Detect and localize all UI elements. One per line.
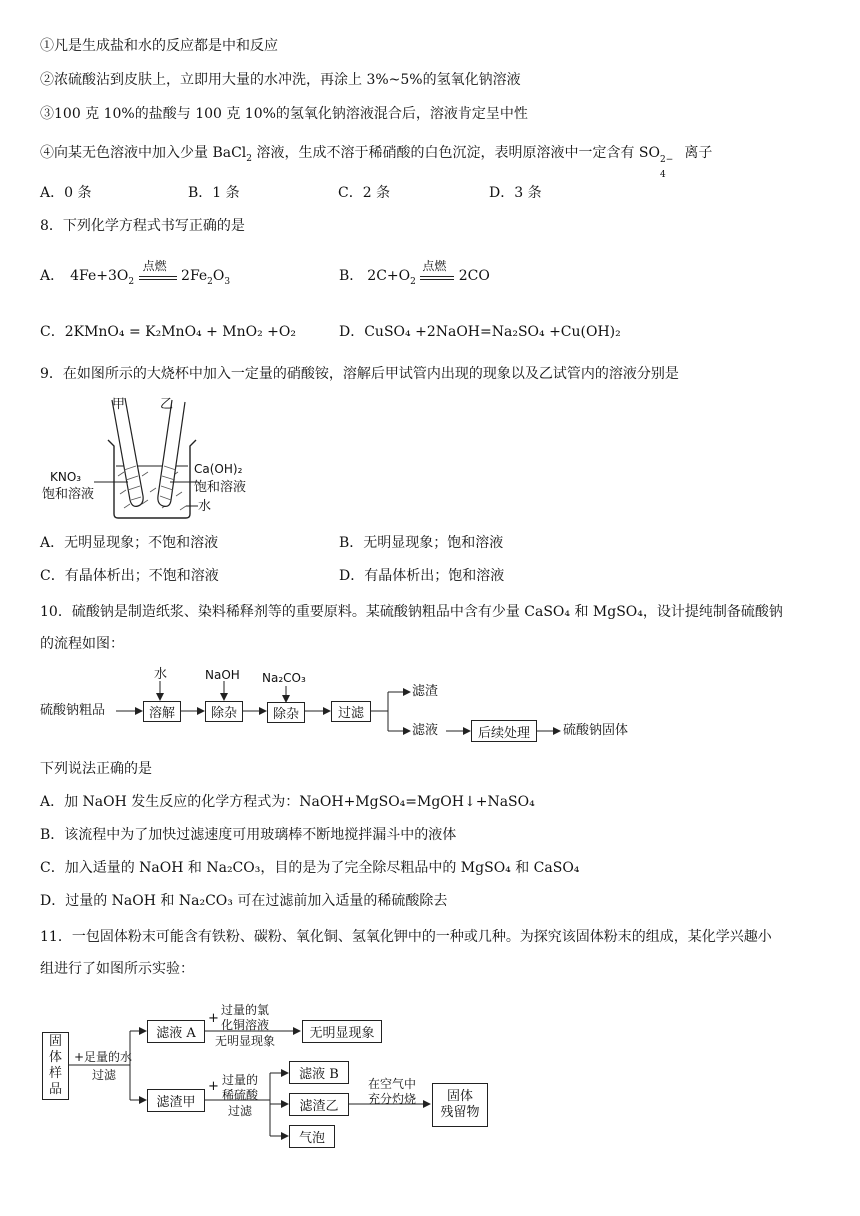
- q8-option-b[interactable]: B． $2C+O_2$ 点燃 2CO: [339, 266, 490, 292]
- q11-solid-line2: 残留物: [440, 1105, 480, 1120]
- q10-remove2-box: 除杂: [267, 702, 305, 723]
- q10-ask: 下列说法正确的是: [40, 761, 152, 777]
- q9-caoh-label: Ca(OH)₂: [194, 462, 243, 476]
- q9-tube-yi-label: 乙: [160, 397, 174, 412]
- q11-filter1-label: 过滤: [92, 1068, 117, 1082]
- q10-naoh-label: NaOH: [205, 668, 240, 682]
- q10-stem-line1: 10．硫酸钠是制造纸浆、染料稀释剂等的重要原料。某硫酸钠粗品中含有少量 CaSO₄ 和 MgSO₄，设计提纯制备硫酸钠: [40, 604, 783, 620]
- q11-stem-line2: 组进行了如图所示实验：: [40, 961, 194, 977]
- q10-water-label: 水: [154, 667, 168, 682]
- q11-solid-residue-box: [432, 1083, 488, 1127]
- q8-b-label: B．: [339, 268, 364, 284]
- q8-b-right: 2CO: [458, 268, 490, 284]
- q11-filtrate-a-box: 滤液 A: [147, 1020, 205, 1043]
- q7-s4-mid: 溶液，生成不溶于稀硝酸的白色沉淀，表明原溶液中一定含有 SO: [252, 145, 660, 161]
- q10-post-process-box: 后续处理: [471, 720, 537, 742]
- q11-add-water-label: +足量的水: [74, 1050, 133, 1064]
- q10-option-c[interactable]: C．加入适量的 NaOH 和 Na₂CO₃，目的是为了完全除尽粗品中的 MgSO₄ 和 CaSO₄: [40, 860, 580, 876]
- q9-water-label: 水: [198, 499, 212, 514]
- q10-residue-label: 滤渣: [412, 684, 439, 699]
- q11-burn-line1: 在空气中: [368, 1077, 417, 1091]
- q7-option-b[interactable]: B．1 条: [188, 185, 240, 201]
- q11-acid-line1: 过量的: [222, 1073, 259, 1087]
- q8-a-left: 4Fe+3O: [70, 268, 129, 284]
- q10-filtrate-label: 滤液: [412, 723, 439, 738]
- q7-statement-1: ①凡是生成盐和水的反应都是中和反应: [40, 38, 278, 54]
- q7-statement-3: ③100 克 10%的盐酸与 100 克 10%的氢氧化钠溶液混合后，溶液肯定呈中性: [40, 106, 528, 122]
- q10-option-b[interactable]: B．该流程中为了加快过滤速度可用玻璃棒不断地搅拌漏斗中的液体: [40, 827, 457, 843]
- q7-option-c[interactable]: C．2 条: [338, 185, 391, 201]
- q8-b-condition: 点燃: [422, 259, 447, 273]
- q11-residue-yi-box: 滤渣乙: [289, 1093, 349, 1116]
- q7-s4-pre: ④向某无色溶液中加入少量 BaCl: [40, 145, 247, 161]
- q11-filter2-label: 过滤: [228, 1104, 253, 1118]
- q10-product-label: 硫酸钠固体: [563, 723, 629, 738]
- q11-acid-line2: 稀硫酸: [222, 1088, 259, 1102]
- q11-solid-line1: 固体: [446, 1089, 473, 1104]
- q9-stem: 9．在如图所示的大烧杯中加入一定量的硝酸铵，溶解后甲试管内出现的现象以及乙试管内的溶液分别是: [40, 366, 679, 382]
- q7-s4-sup: 2−: [659, 155, 674, 165]
- q9-option-d[interactable]: D．有晶体析出；饱和溶液: [339, 568, 505, 584]
- q11-cucl2-line2: 化铜溶液: [221, 1018, 270, 1032]
- q10-dissolve-box: 溶解: [143, 701, 181, 722]
- q8-option-d[interactable]: D．CuSO₄ +2NaOH=Na₂SO₄ +Cu(OH)₂: [339, 324, 621, 340]
- q11-no-change-box: 无明显现象: [302, 1020, 382, 1043]
- q9-kno3-sat-label: 饱和溶液: [42, 487, 95, 502]
- q10-option-a[interactable]: A．加 NaOH 发生反应的化学方程式为：NaOH+MgSO₄=MgOH↓+NaSO₄: [40, 794, 535, 810]
- q7-option-a[interactable]: A．0 条: [40, 185, 92, 201]
- q11-filtrate-b-box: 滤液 B: [289, 1061, 349, 1084]
- q10-filter-box: 过滤: [331, 701, 371, 722]
- q9-option-b[interactable]: B．无明显现象；饱和溶液: [339, 535, 504, 551]
- q11-burn-line2: 充分灼烧: [368, 1092, 417, 1106]
- q9-kno3-label: KNO₃: [50, 470, 82, 484]
- q7-s4-sub: 2: [246, 153, 253, 164]
- q11-plus2-label: +: [208, 1079, 219, 1094]
- q10-na2co3-label: Na₂CO₃: [262, 671, 306, 685]
- q9-option-c[interactable]: C．有晶体析出；不饱和溶液: [40, 568, 219, 584]
- q7-option-d[interactable]: D．3 条: [489, 185, 542, 201]
- q10-option-d[interactable]: D．过量的 NaOH 和 Na₂CO₃ 可在过滤前加入适量的稀硫酸除去: [40, 893, 448, 909]
- q11-residue-jia-box: 滤渣甲: [147, 1089, 205, 1112]
- q11-bubble-box: 气泡: [289, 1125, 335, 1148]
- q9-tube-jia-label: 甲: [112, 397, 126, 412]
- q7-statement-2: ②浓硫酸沾到皮肤上，立即用大量的水冲洗，再涂上 3%~5%的氢氧化钠溶液: [40, 72, 521, 88]
- q11-cucl2-line1: 过量的氯: [221, 1003, 270, 1017]
- q11-sample-box: 固体样品: [42, 1032, 69, 1100]
- q8-b-left: 2C+O: [367, 268, 411, 284]
- q10-start-label: 硫酸钠粗品: [40, 703, 106, 718]
- q11-stem-line1: 11．一包固体粉末可能含有铁粉、碳粉、氧化铜、氢氧化钾中的一种或几种。为探究该固体粉末的组成，某化学兴趣小: [40, 929, 772, 945]
- q8-stem: 8．下列化学方程式书写正确的是: [40, 218, 245, 234]
- q11-plus1-label: +: [208, 1011, 219, 1026]
- q8-a-label: A．: [40, 268, 65, 284]
- q8-option-a[interactable]: A． $4Fe+3O_2$ 点燃 $2Fe_2O_3$: [40, 266, 230, 292]
- q9-option-a[interactable]: A．无明显现象；不饱和溶液: [40, 535, 219, 551]
- q10-remove1-box: 除杂: [205, 701, 243, 722]
- q10-stem-line2: 的流程如图：: [40, 636, 124, 652]
- q8-option-c[interactable]: C．2KMnO₄ = K₂MnO₄ + MnO₂ +O₂: [40, 324, 297, 340]
- q8-a-condition: 点燃: [142, 259, 167, 273]
- q9-caoh-sat-label: 饱和溶液: [194, 480, 247, 495]
- q11-no-change-under: 无明显现象: [215, 1034, 276, 1048]
- q8-a-right: 2Fe: [181, 268, 208, 284]
- q7-s4-post: 离子: [679, 145, 713, 161]
- q7-s4-sub2: 4: [659, 170, 666, 180]
